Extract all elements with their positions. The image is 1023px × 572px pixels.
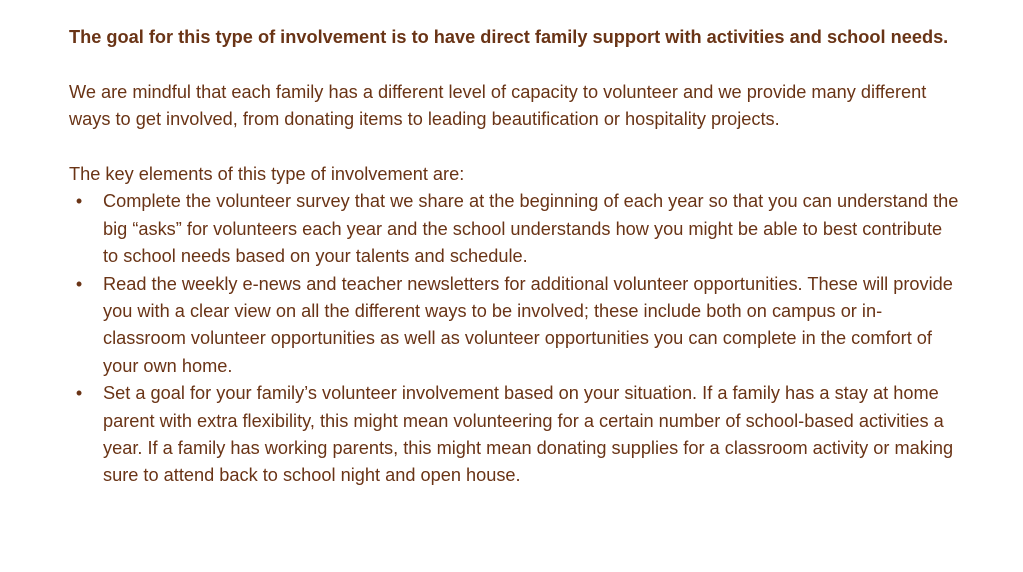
bullet-icon: •: [75, 273, 83, 294]
involvement-section: [69, 24, 959, 490]
bullet-icon: •: [75, 191, 83, 212]
bullet-icon: •: [75, 383, 83, 404]
list-item: [75, 380, 959, 490]
list-item-text: Complete the volunteer survey that we share at the beginning of each year so that you can understand the big “asks” for volunteers each year and the school understands how you might be able to best contribute to school needs based on your talents and schedule.: [103, 191, 959, 267]
list-item: [75, 188, 959, 270]
key-elements-list: [69, 188, 959, 489]
goal-statement: The goal for this type of involvement is to have direct family support with activities and school needs.: [69, 27, 949, 47]
list-item: [75, 271, 959, 381]
list-item-text: Read the weekly e-news and teacher newsletters for additional volunteer opportunities. These will provide you with a clear view on all the different ways to be involved; these include both on campus or in-classroom volunteer opportunities as well as volunteer opportunities you can complete in the comfort of your own home.: [103, 273, 953, 376]
intro-paragraph: We are mindful that each family has a different level of capacity to volunteer and we provide many different ways to get involved, from donating items to leading beautification or hospitality projects.: [69, 81, 927, 130]
key-elements-heading: The key elements of this type of involvement are:: [69, 164, 465, 184]
list-item-text: Set a goal for your family’s volunteer involvement based on your situation. If a family has a stay at home parent with extra flexibility, this might mean volunteering for a certain number of school-based activities a year. If a family has working parents, this might mean donating supplies for a classroom activity or making sure to attend back to school night and open house.: [103, 383, 954, 486]
